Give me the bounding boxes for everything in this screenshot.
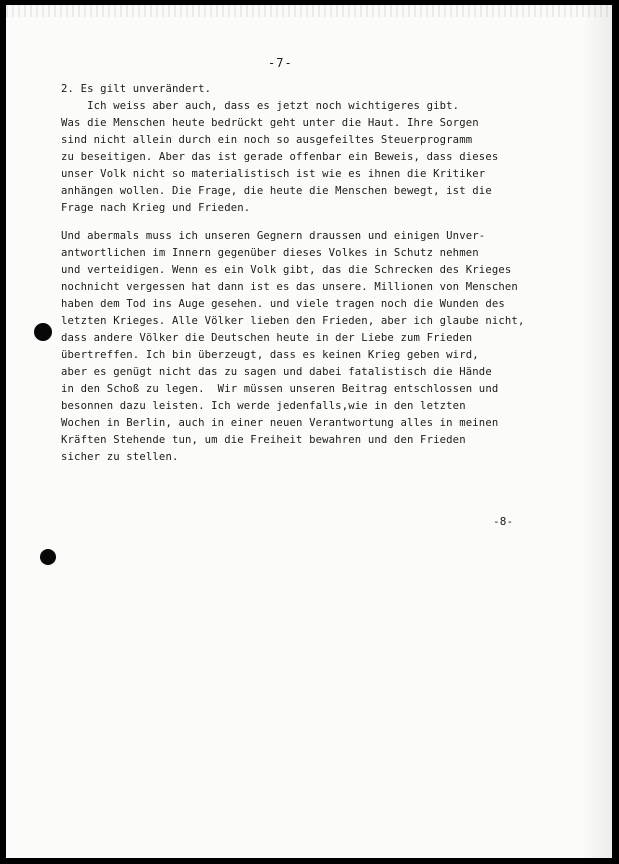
text-line: 2. Es gilt unverändert. bbox=[61, 83, 212, 95]
text-line: zu beseitigen. Aber das ist gerade offenbar ein Beweis, dass dieses bbox=[61, 151, 499, 163]
text-line: Frage nach Krieg und Frieden. bbox=[61, 202, 251, 214]
text-line: letzten Krieges. Alle Völker lieben den Frieden, aber ich glaube nicht, bbox=[61, 315, 525, 327]
text-line: übertreffen. Ich bin überzeugt, dass es keinen Krieg geben wird, bbox=[61, 349, 479, 361]
text-line: nochnicht vergessen hat dann ist es das unsere. Millionen von Menschen bbox=[61, 281, 518, 293]
document-page bbox=[6, 5, 612, 858]
text-line: besonnen dazu leisten. Ich werde jedenfalls,wie in den letzten bbox=[61, 400, 466, 412]
text-line: haben dem Tod ins Auge gesehen. und viele tragen noch die Wunden des bbox=[61, 298, 505, 310]
text-line: antwortlichen im Innern gegenüber dieses Volkes in Schutz nehmen bbox=[61, 247, 479, 259]
page-number: -7- bbox=[268, 56, 293, 70]
text-line: Wochen in Berlin, auch in einer neuen Verantwortung alles in meinen bbox=[61, 417, 499, 429]
punch-hole bbox=[40, 549, 56, 565]
text-line: Ich weiss aber auch, dass es jetzt noch wichtigeres gibt. bbox=[61, 100, 460, 112]
text-line: dass andere Völker die Deutschen heute in der Liebe zum Frieden bbox=[61, 332, 473, 344]
scan-shadow-right bbox=[582, 5, 612, 858]
text-line: Und abermals muss ich unseren Gegnern draussen und einigen Unver- bbox=[61, 230, 486, 242]
text-line: in den Schoß zu legen. Wir müssen unseren Beitrag entschlossen und bbox=[61, 383, 499, 395]
text-line: unser Volk nicht so materialistisch ist wie es ihnen die Kritiker bbox=[61, 168, 486, 180]
text-line: sind nicht allein durch ein noch so ausgefeiltes Steuerprogramm bbox=[61, 134, 473, 146]
text-line: Kräften Stehende tun, um die Freiheit bewahren und den Frieden bbox=[61, 434, 466, 446]
scan-noise-top bbox=[6, 5, 612, 17]
punch-hole bbox=[34, 323, 52, 341]
text-line: aber es genügt nicht das zu sagen und dabei fatalistisch die Hände bbox=[61, 366, 492, 378]
text-line: Was die Menschen heute bedrückt geht unter die Haut. Ihre Sorgen bbox=[61, 117, 479, 129]
text-line: anhängen wollen. Die Frage, die heute die Menschen bewegt, ist die bbox=[61, 185, 492, 197]
text-line: sicher zu stellen. bbox=[61, 451, 179, 463]
next-page-marker: -8- bbox=[493, 515, 514, 528]
text-line: und verteidigen. Wenn es ein Volk gibt, das die Schrecken des Krieges bbox=[61, 264, 512, 276]
